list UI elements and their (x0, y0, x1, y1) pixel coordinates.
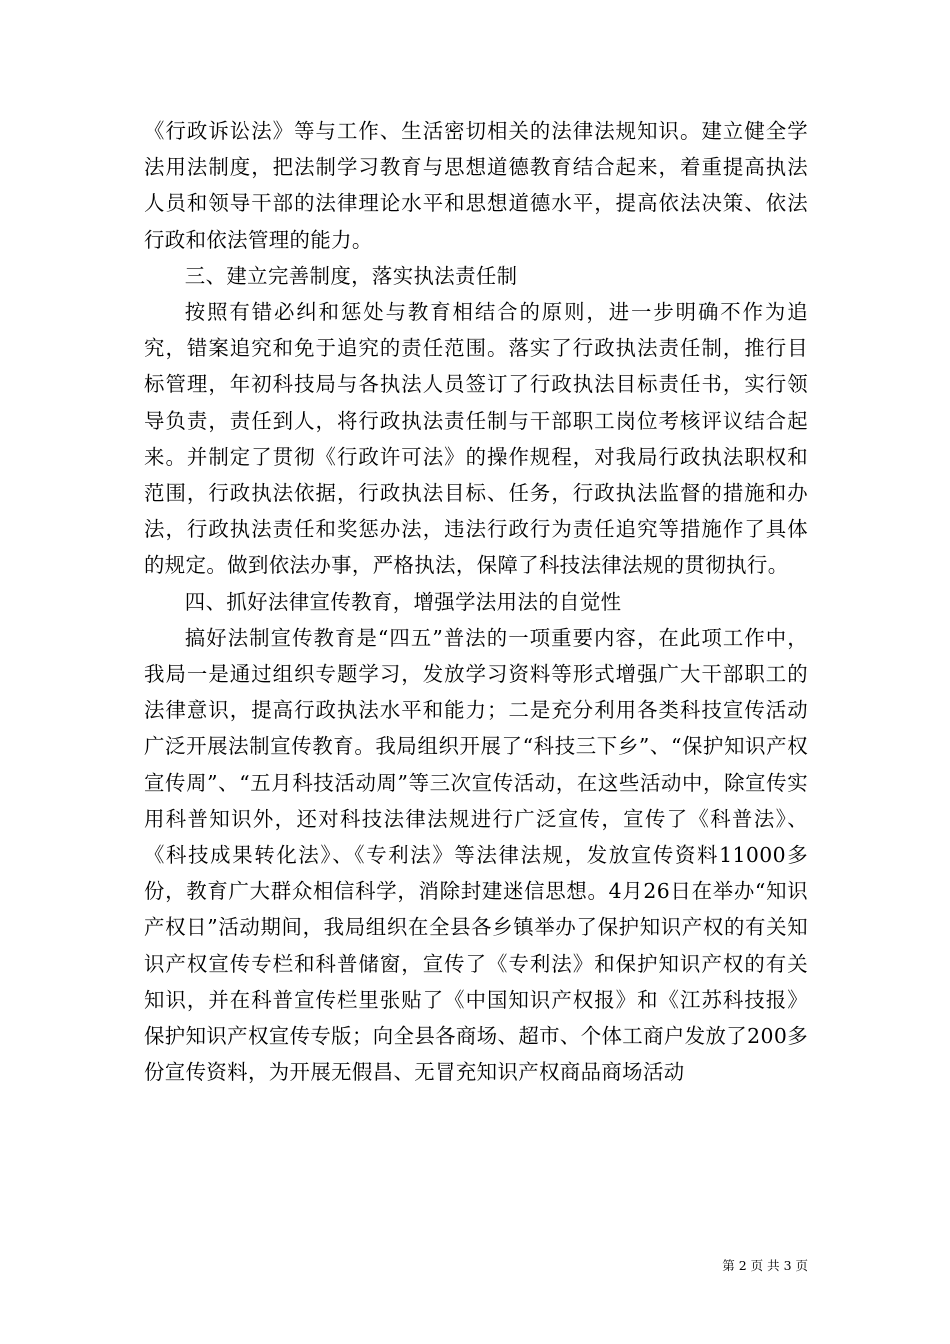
section-heading-4: 四、抓好法律宣传教育，增强学法用法的自觉性 (184, 589, 622, 614)
section-heading-3: 三、建立完善制度，落实执法责任制 (184, 263, 518, 288)
page-number-footer: 第 2 页 共 3 页 (722, 1258, 808, 1273)
paragraph-legal-education: 搞好法制宣传教育是“四五”普法的一项重要内容，在此项工作中，我局一是通过组织专题学习，发放学习资料等形式增强广大干部职工的法律意识，提高行政执法水平和能力；二是充分利用各类科技宣传活动广泛开展法制宣传教育。我局组织开展了“科技三下乡”、“保护知识产权宣传周”、“五月科技活动周”等三次宣传活动，在这些活动中，除宣传实用科普知识外，还对科技法律法规进行广泛宣传，宣传了《科普法》、《科技成果转化法》、《专利法》等法律法规，发放宣传资料11000多份，教育广大群众相信科学，消除封建迷信思想。4月26日在举办“知识产权日”活动期间，我局组织在全县各乡镇举办了保护知识产权的有关知识产权宣传专栏和科普储窗，宣传了《专利法》和保护知识产权的有关知识，并在科普宣传栏里张贴了《中国知识产权报》和《江苏科技报》保护知识产权宣传专版；向全县各商场、超市、个体工商户发放了200多份宣传资料，为开展无假昌、无冒充知识产权商品商场活动 (144, 625, 808, 1085)
paragraph-responsibility: 按照有错必纠和惩处与教育相结合的原则，进一步明确不作为追究，错案追究和免于追究的责任范围。落实了行政执法责任制，推行目标管理，年初科技局与各执法人员签订了行政执法目标责任书，实行领导负责，责任到人，将行政执法责任制与干部职工岗位考核评议结合起来。并制定了贯彻《行政许可法》的操作规程，对我局行政执法职权和范围，行政执法依据，行政执法目标、任务，行政执法监督的措施和办法，行政执法责任和奖惩办法，违法行政行为责任追究等措施作了具体的规定。做到依法办事，严格执法，保障了科技法律法规的贯彻执行。 (144, 300, 808, 578)
paragraph-continuation: 《行政诉讼法》等与工作、生活密切相关的法律法规知识。建立健全学法用法制度，把法制学习教育与思想道德教育结合起来，着重提高执法人员和领导干部的法律理论水平和思想道德水平，提高依法决策、依法行政和依法管理的能力。 (144, 119, 808, 252)
document-body (144, 113, 808, 1090)
